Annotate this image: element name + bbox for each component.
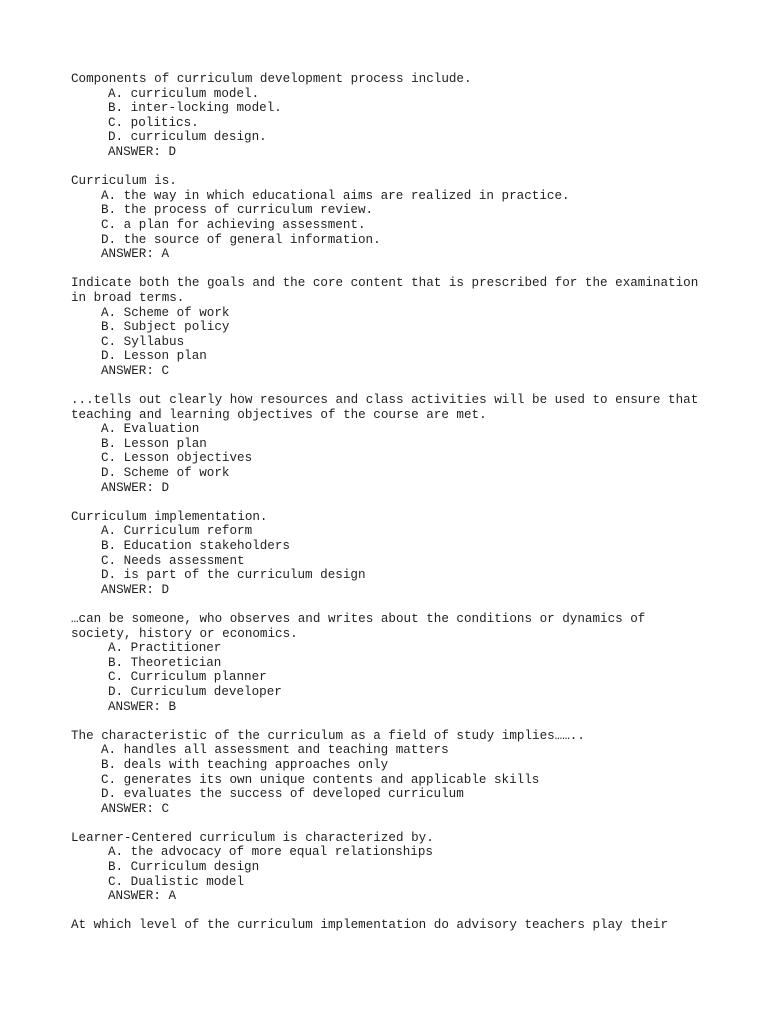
option-d: D. is part of the curriculum design: [101, 568, 366, 583]
option-c: C. politics.: [108, 115, 199, 130]
option-a: A. Scheme of work: [101, 305, 230, 320]
answer-line: ANSWER: A: [101, 247, 170, 262]
option-a: A. the advocacy of more equal relationships: [108, 845, 433, 860]
option-c: C. a plan for achieving assessment.: [101, 217, 366, 232]
option-b: B. Theoretician: [108, 655, 222, 670]
option-c: C. Lesson objectives: [101, 451, 253, 466]
question-block: [71, 510, 711, 598]
option-a: A. Practitioner: [108, 641, 222, 656]
answer-line: ANSWER: A: [108, 889, 177, 904]
question-block: [71, 393, 711, 495]
question-block: [71, 276, 711, 378]
question-stem: Components of curriculum development process include.: [71, 72, 472, 86]
option-d: D. Scheme of work: [101, 466, 230, 481]
option-a: A. handles all assessment and teaching matters: [101, 743, 449, 758]
option-a: A. Evaluation: [101, 422, 200, 437]
question-stem: ...tells out clearly how resources and class activities will be used to ensure that teaching and learning objectives of the course are met.: [71, 393, 706, 422]
option-b: B. inter-locking model.: [108, 101, 282, 116]
option-d: D. evaluates the success of developed curriculum: [101, 787, 464, 802]
options-list: [71, 524, 711, 597]
option-c: C. generates its own unique contents and applicable skills: [101, 772, 540, 787]
question-block: [71, 831, 711, 904]
options-list: [71, 422, 711, 495]
option-d: D. the source of general information.: [101, 232, 381, 247]
question-stem: …can be someone, who observes and writes about the conditions or dynamics of society, history or economics.: [71, 611, 653, 641]
answer-line: ANSWER: D: [101, 480, 170, 495]
option-b: B. Education stakeholders: [101, 539, 290, 553]
option-b: B. the process of curriculum review.: [101, 203, 374, 218]
option-d: D. Curriculum developer: [108, 684, 282, 699]
question-stem: Indicate both the goals and the core content that is prescribed for the examination in broad terms.: [71, 276, 706, 305]
option-b: B. Subject policy: [101, 320, 230, 335]
question-stem: Curriculum implementation.: [71, 509, 268, 524]
question-stem: At which level of the curriculum implementation do advisory teachers play their: [71, 918, 669, 933]
option-d: D. Lesson plan: [101, 349, 207, 364]
option-c: C. Curriculum planner: [108, 670, 267, 685]
option-c: C. Dualistic model: [108, 874, 245, 889]
options-list: [71, 87, 711, 160]
option-d: D. curriculum design.: [108, 130, 267, 145]
option-a: A. curriculum model.: [108, 86, 260, 101]
answer-line: ANSWER: B: [108, 699, 177, 714]
option-a: A. the way in which educational aims are realized in practice.: [101, 188, 570, 203]
options-list: [71, 306, 711, 379]
question-block: [71, 612, 711, 714]
option-c: C. Syllabus: [101, 334, 185, 349]
options-list: [71, 845, 711, 903]
answer-line: ANSWER: C: [101, 801, 170, 816]
option-b: B. Lesson plan: [101, 436, 207, 451]
answer-line: ANSWER: D: [108, 144, 177, 159]
question-block: [71, 72, 711, 160]
question-stem: Curriculum is.: [71, 174, 177, 189]
answer-line: ANSWER: C: [101, 363, 170, 378]
answer-line: ANSWER: D: [101, 582, 170, 597]
option-b: B. Curriculum design: [108, 860, 260, 875]
option-c: C. Needs assessment: [101, 553, 245, 568]
document-page: [71, 72, 711, 948]
options-list: [71, 743, 711, 816]
question-stem: The characteristic of the curriculum as a field of study implies……..: [71, 728, 585, 743]
question-block: [71, 174, 711, 262]
question-stem: Learner-Centered curriculum is characterized by.: [71, 830, 434, 845]
question-block: [71, 729, 711, 817]
option-a: A. Curriculum reform: [101, 524, 253, 539]
options-list: [71, 189, 711, 262]
option-b: B. deals with teaching approaches only: [101, 757, 389, 772]
options-list: [71, 641, 711, 714]
question-block: [71, 918, 711, 933]
